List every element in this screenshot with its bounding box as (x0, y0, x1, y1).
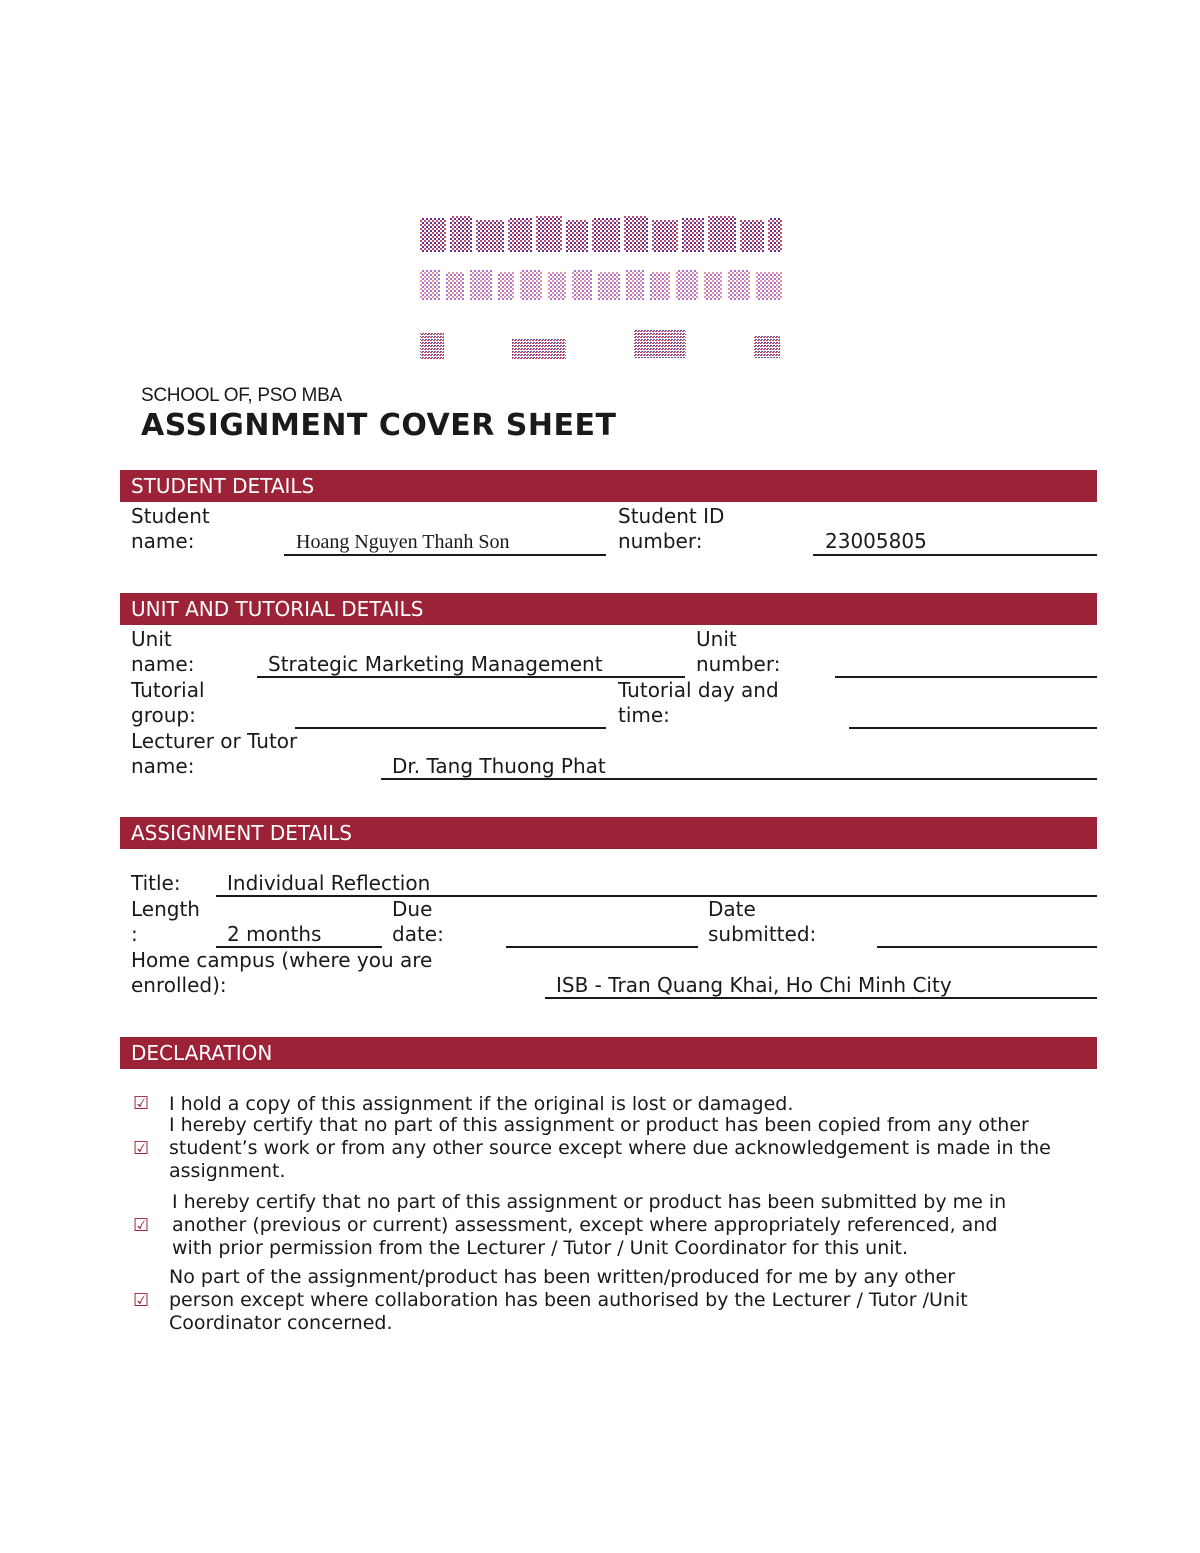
declaration-item-3: I hereby certify that no part of this assignment or product has been submitted by me in another (previous or current) assessment, except where appropriately referenced, and with prior permission from the Lecturer / Tutor / Unit Coordinator for this unit. (172, 1191, 1007, 1259)
section-header-declaration: DECLARATION (120, 1037, 1097, 1069)
lecturer-name-value: Dr. Tang Thuong Phat (392, 754, 606, 778)
due-date-field[interactable] (506, 946, 698, 948)
assignment-title-label: Title: (131, 871, 181, 895)
tutorial-group-field[interactable] (295, 727, 606, 729)
lecturer-name-field[interactable] (381, 778, 1097, 780)
student-id-field[interactable] (813, 554, 1097, 556)
declaration-checkbox-2[interactable]: ☑ (133, 1138, 150, 1159)
student-name-value: Hoang Nguyen Thanh Son (296, 531, 510, 553)
declaration-item-4: No part of the assignment/product has been written/produced for me by any other person except where collaboration has been authorised by the Lecturer / Tutor /Unit Coordinator concerned. (169, 1266, 968, 1334)
tutorial-day-time-label: Tutorial day and time: (618, 678, 779, 727)
lecturer-name-label: Lecturer or Tutor name: (131, 729, 298, 778)
length-value: 2 months (227, 922, 322, 946)
tutorial-group-label: Tutorial group: (131, 678, 205, 727)
due-date-label: Due date: (392, 897, 444, 946)
tutorial-day-time-field[interactable] (849, 727, 1097, 729)
section-header-assignment-details: ASSIGNMENT DETAILS (120, 817, 1097, 849)
section-header-unit-details: UNIT AND TUTORIAL DETAILS (120, 593, 1097, 625)
student-name-field[interactable] (284, 554, 606, 556)
date-submitted-label: Date submitted: (708, 897, 817, 946)
date-submitted-field[interactable] (877, 946, 1097, 948)
unit-name-label: Unit name: (131, 627, 195, 676)
home-campus-label: Home campus (where you are enrolled): (131, 948, 433, 997)
student-id-value: 23005805 (825, 529, 927, 553)
assignment-title-value: Individual Reflection (227, 871, 431, 895)
page-title: ASSIGNMENT COVER SHEET (141, 408, 617, 443)
declaration-item-1: I hold a copy of this assignment if the original is lost or damaged. (169, 1093, 794, 1115)
student-name-label: Student name: (131, 504, 210, 553)
section-header-student-details: STUDENT DETAILS (120, 470, 1097, 502)
unit-name-value: Strategic Marketing Management (268, 652, 603, 676)
student-id-label: Student ID number: (618, 504, 725, 553)
length-label: Length : (131, 897, 200, 946)
unit-number-field[interactable] (835, 676, 1097, 678)
home-campus-value: ISB - Tran Quang Khai, Ho Chi Minh City (556, 973, 952, 997)
declaration-item-2: I hereby certify that no part of this assignment or product has been copied from any other student’s work or from any other source except where due acknowledgement is made in the assignment. (169, 1114, 1051, 1182)
school-logo (418, 214, 786, 364)
declaration-checkbox-3[interactable]: ☑ (133, 1215, 150, 1236)
home-campus-field[interactable] (545, 997, 1097, 999)
assignment-title-field[interactable] (216, 895, 1097, 897)
declaration-checkbox-1[interactable]: ☑ (133, 1093, 150, 1114)
unit-number-label: Unit number: (696, 627, 781, 676)
school-name: SCHOOL OF, PSO MBA (141, 385, 342, 406)
declaration-checkbox-4[interactable]: ☑ (133, 1290, 150, 1311)
